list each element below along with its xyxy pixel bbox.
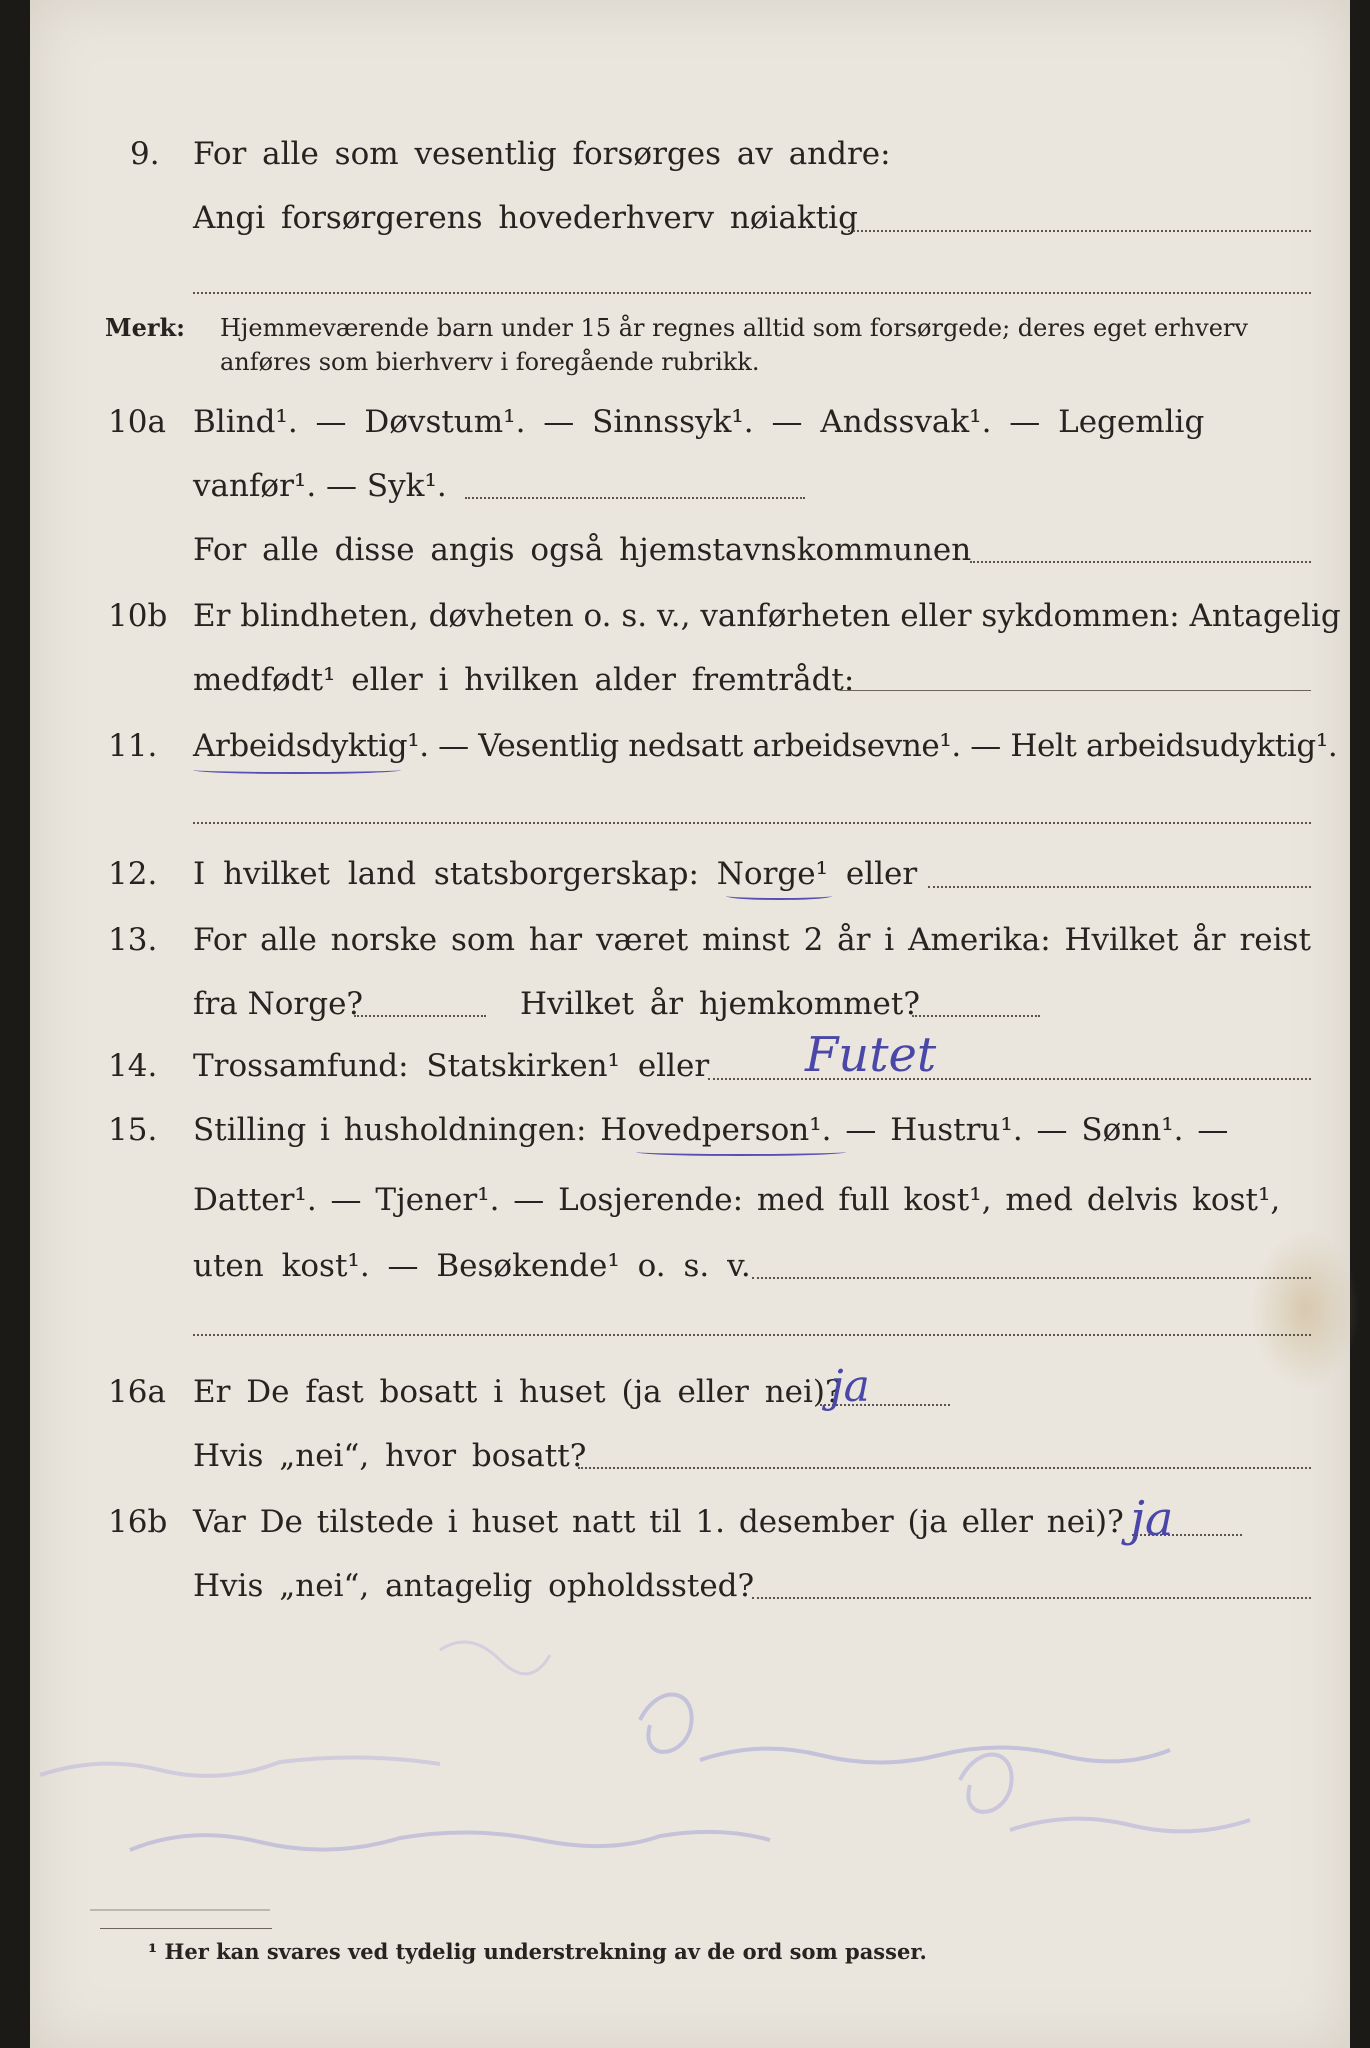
q10b-line1: Er blindheten, døvheten o. s. v., vanførheten eller sykdommen: Antagelig xyxy=(193,598,1341,634)
footnote-rule xyxy=(100,1928,272,1929)
q14-line1: Trossamfund: Statskirken¹ eller xyxy=(193,1048,710,1084)
q16b-line1: Var De tilstede i huset natt til 1. desember (ja eller nei)? xyxy=(193,1504,1124,1540)
q16b-number: 16b xyxy=(108,1504,168,1540)
q12-line1: I hvilket land statsborgerskap: Norge¹ eller xyxy=(193,856,918,892)
q10b-line2: medfødt¹ eller i hvilken alder fremtrådt: xyxy=(193,662,855,698)
q16a-number: 16a xyxy=(108,1374,166,1410)
merk-line2: anføres som bierhverv i foregående rubrikk. xyxy=(220,348,760,376)
q13-line2b: Hvilket år hjemkommet? xyxy=(520,986,920,1022)
q13-line2a: fra Norge? xyxy=(193,986,364,1022)
q10a-line2: vanfør¹. — Syk¹. xyxy=(193,468,447,504)
q15-line3: uten kost¹. — Besøkende¹ o. s. v. xyxy=(193,1248,751,1284)
footnote-text: ¹ Her kan svares ved tydelig understrekning av de ord som passer. xyxy=(148,1939,927,1964)
q9-line2: Angi forsørgerens hovederhverv nøiaktig xyxy=(193,200,858,236)
q16b-line2: Hvis „nei“, antagelig opholdssted? xyxy=(193,1568,755,1604)
q15-line2: Datter¹. — Tjener¹. — Losjerende: med full kost¹, med delvis kost¹, xyxy=(193,1182,1281,1218)
q15-line1: Stilling i husholdningen: Hovedperson¹. — Hustru¹. — Sønn¹. — xyxy=(193,1112,1229,1148)
q10a-line3: For alle disse angis også hjemstavnskommunen xyxy=(193,532,972,568)
q13-number: 13. xyxy=(108,922,158,958)
q10a-number: 10a xyxy=(108,404,166,440)
q10b-number: 10b xyxy=(108,598,168,634)
q16a-handwritten-answer: ja xyxy=(830,1361,870,1412)
merk-line1: Hjemmeværende barn under 15 år regnes alltid som forsørgede; deres eget erhverv xyxy=(220,314,1248,342)
q10a-line1: Blind¹. — Døvstum¹. — Sinnssyk¹. — Andssvak¹. — Legemlig xyxy=(193,404,1205,440)
q16b-handwritten-answer: ja xyxy=(1130,1491,1174,1547)
q9-number: 9. xyxy=(130,136,160,172)
q12-number: 12. xyxy=(108,856,158,892)
merk-label: Merk: xyxy=(105,313,185,342)
q14-handwritten-answer: Futet xyxy=(805,1027,937,1083)
q13-line1: For alle norske som har været minst 2 år i Amerika: Hvilket år reist xyxy=(193,922,1311,958)
q11-line1: Arbeidsdyktig¹. — Vesentlig nedsatt arbeidsevne¹. — Helt arbeidsudyktig¹. xyxy=(193,728,1338,764)
q15-number: 15. xyxy=(108,1112,158,1148)
q14-number: 14. xyxy=(108,1048,158,1084)
q16a-line2: Hvis „nei“, hvor bosatt? xyxy=(193,1438,587,1474)
q11-number: 11. xyxy=(108,728,158,764)
q9-line1: For alle som vesentlig forsørges av andre: xyxy=(193,136,891,172)
q16a-line1: Er De fast bosatt i huset (ja eller nei)? xyxy=(193,1374,842,1410)
